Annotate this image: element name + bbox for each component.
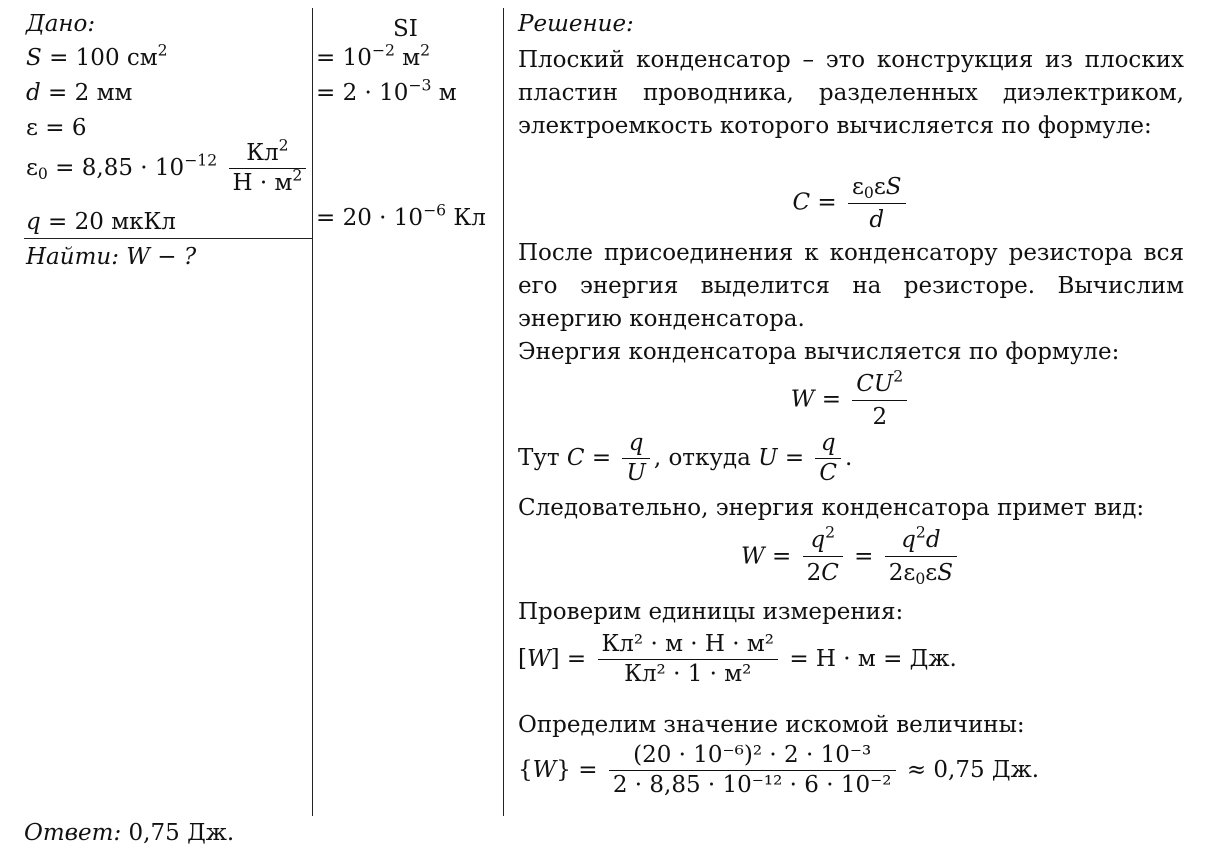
given-underline <box>24 238 312 239</box>
formula-capacitance: C = $\frac{\varepsilon_0\varepsilon S}{d}$ <box>518 174 1184 233</box>
si-row-1: = $10^{-2}$ $м^2$ <box>316 40 431 71</box>
column-divider-left <box>312 8 313 816</box>
given-d: d = 2 мм <box>26 80 133 106</box>
given-S: S = 100 $см^2$ <box>26 40 168 71</box>
given-eps: ε = 6 <box>26 115 87 141</box>
solution-heading: Решение: <box>518 11 634 37</box>
si-row-2: = $2 \cdot 10^{-3}$ м <box>316 75 457 106</box>
formula-energy: W = $\frac{CU^2}{2}$ <box>518 371 1184 430</box>
find-line: Найти: W − ? <box>26 244 197 270</box>
formula-units: [W] = $\frac{\text{Кл² · м · Н · м²}}{\text{Кл² · 1 · м²}}$ = Н · м = Дж. <box>518 631 957 687</box>
given-q: q = 20 мкКл <box>26 209 176 235</box>
solution-paragraph-7: Определим значение искомой величины: <box>518 712 1025 738</box>
given-eps0: $\varepsilon_0 = 8,85 \cdot 10^{-12}$ $\frac{Кл^2}{Н \cdot м^2}$ <box>26 142 310 195</box>
solution-paragraph-3: Энергия конденсатора вычисляется по формуле: <box>518 339 1120 365</box>
solution-paragraph-2: После присоединения к конденсатору резистора вся его энергия выделится на резисторе. Вычислим энергию конденсатора. <box>518 240 1184 332</box>
si-row-3: = $20 \cdot 10^{-6}$ Кл <box>316 200 486 231</box>
solution-paragraph-6: Проверим единицы измерения: <box>518 599 904 625</box>
formula-energy-derived: W = $\frac{q^2}{2C}$ = $\frac{q^2d}{2\varepsilon_0\varepsilon S}$ <box>518 527 1184 586</box>
si-heading: SI <box>393 16 418 42</box>
answer-line: Ответ: 0,75 Дж. <box>24 820 235 846</box>
given-heading: Дано: <box>26 11 96 37</box>
solution-paragraph-4: Тут C = $\frac{q}{U}$ , откуда U = $\frac{q}{C}$ . <box>518 430 853 486</box>
formula-calculation: {W} = $\frac{\text{(20 · 10⁻⁶)² · 2 · 10⁻³}}{\text{2 · 8,85 · 10⁻¹² · 6 · 10⁻²}}$ ≈ 0,75 Дж. <box>518 742 1040 798</box>
solution-paragraph-5: Следовательно, энергия конденсатора примет вид: <box>518 495 1145 521</box>
column-divider-right <box>503 8 504 816</box>
eps0-unit-fraction: $\frac{Кл^2}{Н \cdot м^2}$ <box>229 142 307 195</box>
solution-paragraph-1: Плоский конденсатор – это конструкция из плоских пластин проводника, разделенных диэлектриком, электроемкость которого вычисляется по формуле: <box>518 47 1184 139</box>
